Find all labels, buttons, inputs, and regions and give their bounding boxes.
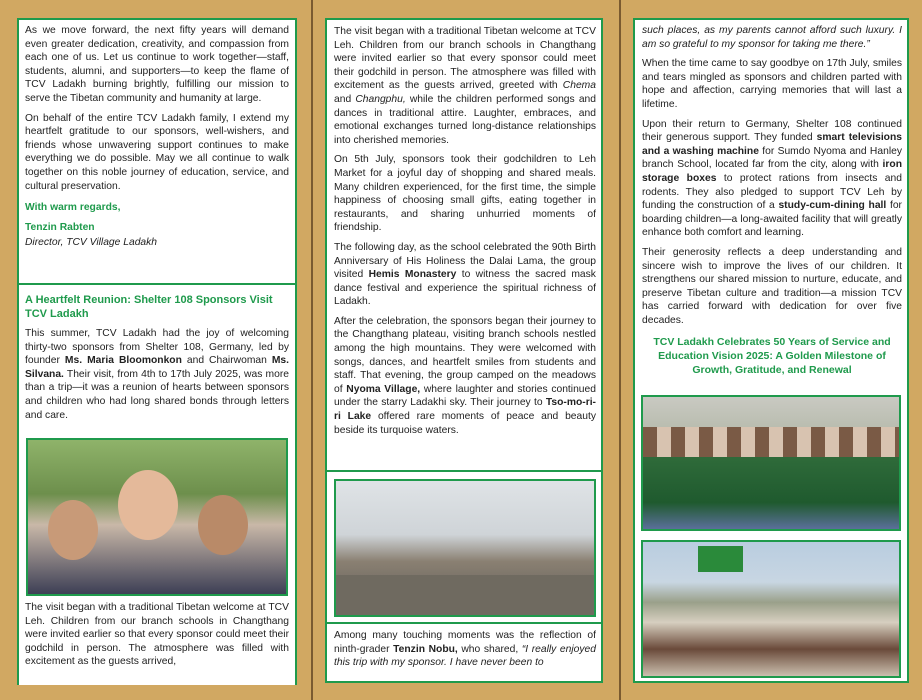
text: to protect rations from insects and rodents. They also pledged to support TCV Leh by funding the construction of a [642, 172, 902, 212]
column-1-bottom-text [25, 601, 289, 675]
student-name: Tenzin Nobu, [393, 643, 458, 655]
text: Upon their return to Germany, Shelter 108 continued their generous support. They funded [642, 118, 902, 144]
text: for Sumdo Nyoma and Hanley branch School, located far from the city, along with [642, 145, 902, 171]
welcome-paragraph [334, 25, 596, 147]
chairwoman-name: Ms. Silvana. [25, 355, 290, 380]
text: The following day, as the school celebrated the 90th Birth Anniversary of His Holiness the Dalai Lama, the group visited [334, 241, 596, 281]
text: to witness the sacred mask dance festival and experience the spiritual richness of Ladakh. [334, 269, 596, 308]
photo-ground [336, 575, 594, 615]
welcome-paragraph: The visit began with a traditional Tibetan welcome at TCV Leh. Children from our branch schools in Changthang were invited earlier so that every sponsor could meet their godchild in person. The atmosphere was filled with excitement as the guests arrived, [25, 602, 289, 668]
divider [327, 470, 601, 472]
student-quote-continued: such places, as my parents cannot afford such luxury. I am so grateful to my sponsor for taking me there.” [642, 25, 902, 50]
closing-paragraph-1: As we move forward, the next fifty years will demand even greater dedication, creativity, and compassion from each one of us. Let us continue to work together—staff, students, alumni, and supporters—to keep the flame of TCV Ladakh burning brightly, fulfilling our mission to serve the Tibetan community and humanity at large. [25, 25, 289, 104]
market-paragraph: On 5th July, sponsors took their godchildren to Leh Market for a joyful day of shopping and shared meals. Many children experienced, for the first time, the simple happiness of choosing small gifts, eating together in restaurants, and sharing unhurried moments of friendship. [334, 154, 596, 234]
text: Among many touching moments was the reflection of ninth-grader [334, 630, 596, 655]
text: while the children performed songs and dances in traditional attire. Laughter, embraces, and emotional exchanges turned long-distance relationships into cherished memories. [334, 93, 596, 146]
photo-face [118, 470, 178, 540]
text: Their visit, from 4th to 17th July 2025, was more than a trip—it was a reunion of hearts between sponsors and children who had long shared bonds through letters and care. [25, 368, 289, 421]
donation-tv-washing-machine: smart televisions and a washing machine [642, 132, 902, 157]
student-quote: “I really enjoyed this trip with my sponsor. I have never been to [334, 643, 597, 669]
changphu: Changphu, [355, 93, 406, 105]
support-paragraph [642, 118, 902, 240]
hemis-paragraph [334, 241, 596, 309]
divider [19, 283, 295, 285]
column-2-bottom-text [334, 629, 596, 676]
article-heading: A Heartfelt Reunion: Shelter 108 Sponsors Visit TCV Ladakh [25, 294, 273, 320]
text: The visit began with a traditional Tibetan welcome at TCV Leh. Children from our branch schools in Changthang were invited earlier so that every sponsor could meet their godchild in person. The atmosphere was filled with excitement as the guests arrived, greeted with [334, 26, 596, 92]
column-2-text [334, 25, 596, 443]
text: and Chairwoman [181, 355, 272, 367]
photo-horse-festival [641, 540, 901, 678]
closing-salutation: With warm regards, [25, 202, 121, 214]
donation-storage-boxes: iron storage boxes [642, 159, 902, 184]
photo-faces-row [643, 427, 899, 457]
column-1-text-top [17, 18, 297, 286]
text: After the celebration, the sponsors began their journey to the Changthang plateau, visiting branch schools nestled among the high mountains. They were welcomed with songs, dances, and heartfelt smiles from students and staff. That evening, the group camped on the meadows of [334, 315, 596, 395]
reflection-paragraph [334, 629, 596, 670]
column-3-text [642, 24, 902, 383]
tso-mo-ri-ri-lake: Tso-mo-ri-ri Lake [334, 397, 596, 423]
donation-dining-hall: study-cum-dining hall [778, 200, 887, 212]
photo-group-outdoors [334, 479, 596, 617]
divider [327, 622, 601, 624]
text: who shared, [457, 643, 522, 655]
photo-sponsor-with-children [26, 438, 288, 596]
text: and [334, 93, 356, 105]
photo-flag [698, 546, 743, 572]
text: offered rare moments of peace and beauty beside its turquoise waters. [334, 411, 596, 436]
anniversary-heading: TCV Ladakh Celebrates 50 Years of Service and Education Vision 2025: A Golden Milestone of Growth, Gratitude, and Renewal [653, 336, 891, 377]
page-fold-1 [311, 0, 313, 700]
changthang-paragraph [334, 315, 596, 437]
goodbye-paragraph: When the time came to say goodbye on 17th July, smiles and tears mingled as sponsors and children parted with hope and affection, carrying memories that will last a lifetime. [642, 58, 902, 110]
text: where laughter and stories continued under the starry Ladakhi sky. Their journey to [334, 383, 596, 409]
intro-paragraph [25, 327, 289, 422]
signer-title: Director, TCV Village Ladakh [25, 237, 158, 249]
photo-face [48, 500, 98, 560]
text: for boarding children—a long-awaited facility that will greatly enhance both comfort and learning. [642, 200, 902, 239]
photo-face [198, 495, 248, 555]
chema: Chema [562, 80, 596, 92]
closing-paragraph-2: On behalf of the entire TCV Ladakh family, I extend my heartfelt gratitude to our sponsors, well-wishers, and friends whose unwavering support continues to make everything we do possible. May we all continue to walk together on this noble journey of education, service, and cultural preservation. [25, 112, 289, 192]
text: This summer, TCV Ladakh had the joy of welcoming thirty-two sponsors from Shelter 108, Germany, led by founder [25, 328, 289, 367]
signer-name: Tenzin Rabten [25, 221, 95, 233]
page-fold-2 [619, 0, 621, 700]
founder-name: Ms. Maria Bloomonkon [64, 355, 182, 367]
article-intro [25, 293, 289, 428]
generosity-paragraph: Their generosity reflects a deep understanding and sincere wish to improve the lives of our children. It strengthens our shared mission to nurture, educate, and preserve Tibetan culture and tradition—a mission TCV has carried forward with dedication for over five decades. [642, 246, 902, 326]
hemis-monastery: Hemis Monastery [368, 269, 457, 281]
photo-students-uniform [641, 395, 901, 531]
nyoma-village: Nyoma Village, [346, 383, 421, 395]
